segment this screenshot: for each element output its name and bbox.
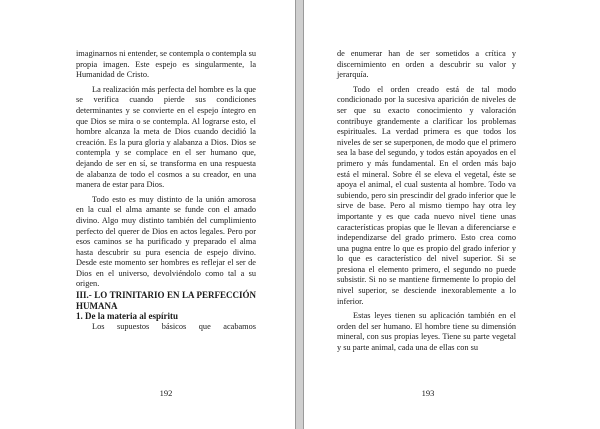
right-page-text xyxy=(337,49,516,354)
right-page xyxy=(303,0,600,429)
left-paragraph-2: La realización más perfecta del hombre es la que se verifica cuando pierde sus condiciones determinantes y se convierte en el espejo íntegro en que Dios se mira o se contempla. Al lograrse esto, el hombre alcanza la meta de Dios cuando decidió la creación. Es la pura gloria y alabanza a Dios. Dios se contempla y se complace en el ser humano que, dejando de ser en sí, se transforma en una respuesta de alabanza de todo el cosmos a su creador, en una manera de estar para Dios. xyxy=(76,84,256,190)
right-opening-paragraph: de enumerar han de ser sometidos a crítica y discernimiento en orden a descubrir su valor y jerarquía. xyxy=(337,49,516,80)
book-gutter xyxy=(296,0,303,429)
left-page-number: 192 xyxy=(159,388,173,398)
section-heading: III.- LO TRINITARIO EN LA PERFECCIÓN HUMANA xyxy=(76,290,256,311)
left-page-text xyxy=(76,49,256,332)
left-last-line: Los supuestos básicos que acabamos xyxy=(92,321,256,331)
right-paragraph-2: Todo el orden creado está de tal modo condicionado por la sucesiva aparición de niveles de ser que su exacto conocimiento y valoración contribuye grandemente a clarificar los problemas espirituales. La verdad primera es que todos los niveles de ser se superponen, de modo que el primero sea la base del segundo, y todos están apoyados en el primero y más fundamental. En el orden más bajo está el mineral. Sobre él se eleva el vegetal, éste se apoya el animal, el cual sustenta al hombre. Todo va subiendo, pero sin prescindir del grado inferior que le sirve de base. Pero al mismo tiempo hay otra ley importante y es que cada nuevo nivel tiene unas características propias que le llevan a diferenciarse e independizarse del grado primero. Esto crea como una pugna entre lo que es propio del grado inferior y lo que es característico del nivel superior. Si se presiona el elemento primero, el segundo no puede subsistir. Si no se mantiene firmemente lo propio del nivel superior, se desciende inexorablemente a lo inferior. xyxy=(337,84,516,306)
right-page-number: 193 xyxy=(421,388,435,398)
right-paragraph-3: Estas leyes tienen su aplicación también en el orden del ser humano. El hombre tiene su dimensión mineral, con sus propias leyes. Tiene su parte vegetal y su parte animal, cada una de ellas con su xyxy=(337,311,516,353)
left-page xyxy=(0,0,296,429)
left-opening-paragraph: imaginarnos ni entender, se contempla o contempla su propia imagen. Este espejo es singularmente, la Humanidad de Cristo. xyxy=(76,49,256,80)
left-paragraph-3: Todo esto es muy distinto de la unión amorosa en la cual el alma amante se funde con el amado divino. Algo muy distinto también del cumplimiento perfecto del querer de Dios en actos legales. Pero por esos caminos se ha purificado y preparado el alma hasta descubrir su pura esencia de espejo divino. Desde este momento ser hombres es reflejar el ser de Dios en el universo, devolviéndolo como tal a su origen. xyxy=(76,194,256,289)
subsection-heading: 1. De la materia al espíritu xyxy=(76,311,178,322)
